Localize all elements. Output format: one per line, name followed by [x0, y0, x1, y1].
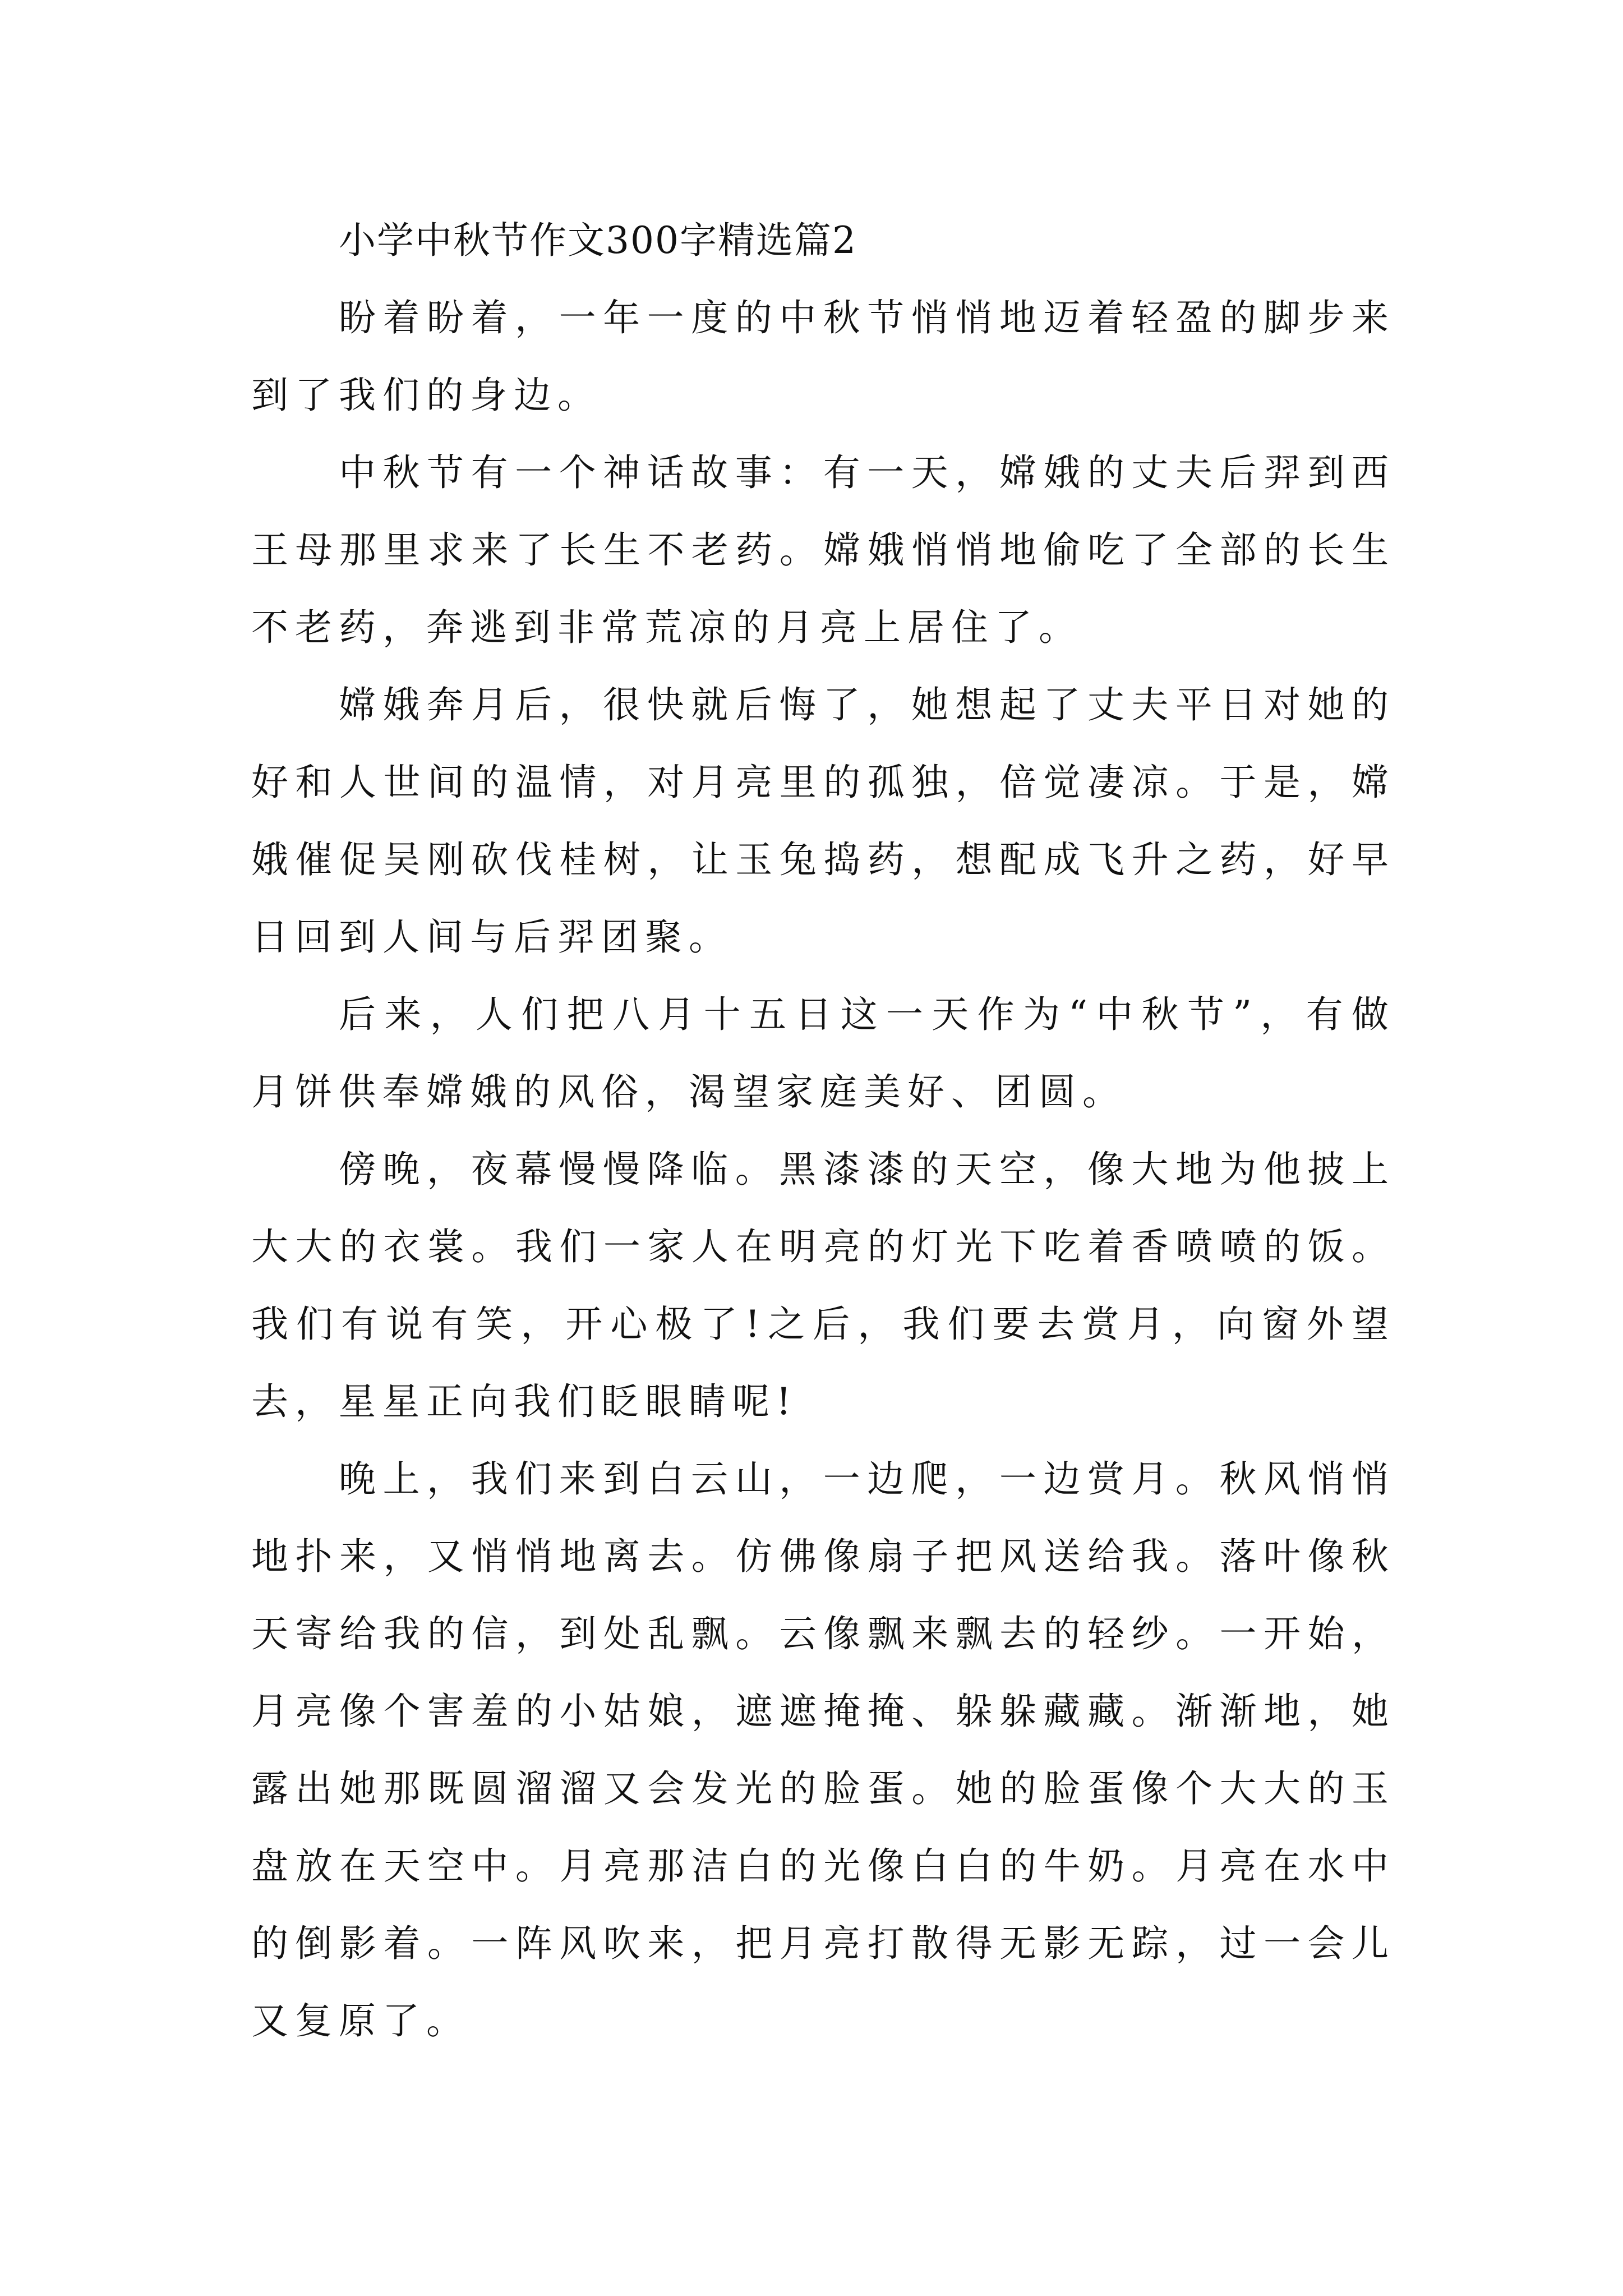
paragraph-1: 盼着盼着，一年一度的中秋节悄悄地迈着轻盈的脚步来到了我们的身边。 [251, 296, 1395, 417]
article-body [251, 202, 1395, 2060]
paragraph-6: 晚上，我们来到白云山，一边爬，一边赏月。秋风悄悄地扑来，又悄悄地离去。仿佛像扇子把风送给我。落叶像秋天寄给我的信，到处乱飘。云像飘来飘去的轻纱。一开始，月亮像个害羞的小姑娘，遮遮掩掩、躲躲藏藏。渐渐地，她露出她那既圆溜溜又会发光的脸蛋。她的脸蛋像个大大的玉盘放在天空中。月亮那洁白的光像白白的牛奶。月亮在水中的倒影着。一阵风吹来，把月亮打散得无影无踪，过一会儿又复原了。 [251, 1457, 1395, 2042]
article-title: 小学中秋节作文300字精选篇2 [339, 219, 857, 262]
paragraph-4: 后来，人们把八月十五日这一天作为“中秋节”，有做月饼供奉嫦娥的风俗，渴望家庭美好、团圆。 [251, 993, 1395, 1114]
paragraph-2: 中秋节有一个神话故事：有一天，嫦娥的丈夫后羿到西王母那里求来了长生不老药。嫦娥悄悄地偷吃了全部的长生不老药，奔逃到非常荒凉的月亮上居住了。 [251, 451, 1395, 649]
paragraph-3: 嫦娥奔月后，很快就后悔了，她想起了丈夫平日对她的好和人世间的温情，对月亮里的孤独，倍觉凄凉。于是，嫦娥催促吴刚砍伐桂树，让玉兔捣药，想配成飞升之药，好早日回到人间与后羿团聚。 [251, 683, 1395, 959]
paragraph-5: 傍晚，夜幕慢慢降临。黑漆漆的天空，像大地为他披上大大的衣裳。我们一家人在明亮的灯光下吃着香喷喷的饭。我们有说有笑，开心极了!之后，我们要去赏月，向窗外望去，星星正向我们眨眼睛呢! [251, 1148, 1395, 1423]
